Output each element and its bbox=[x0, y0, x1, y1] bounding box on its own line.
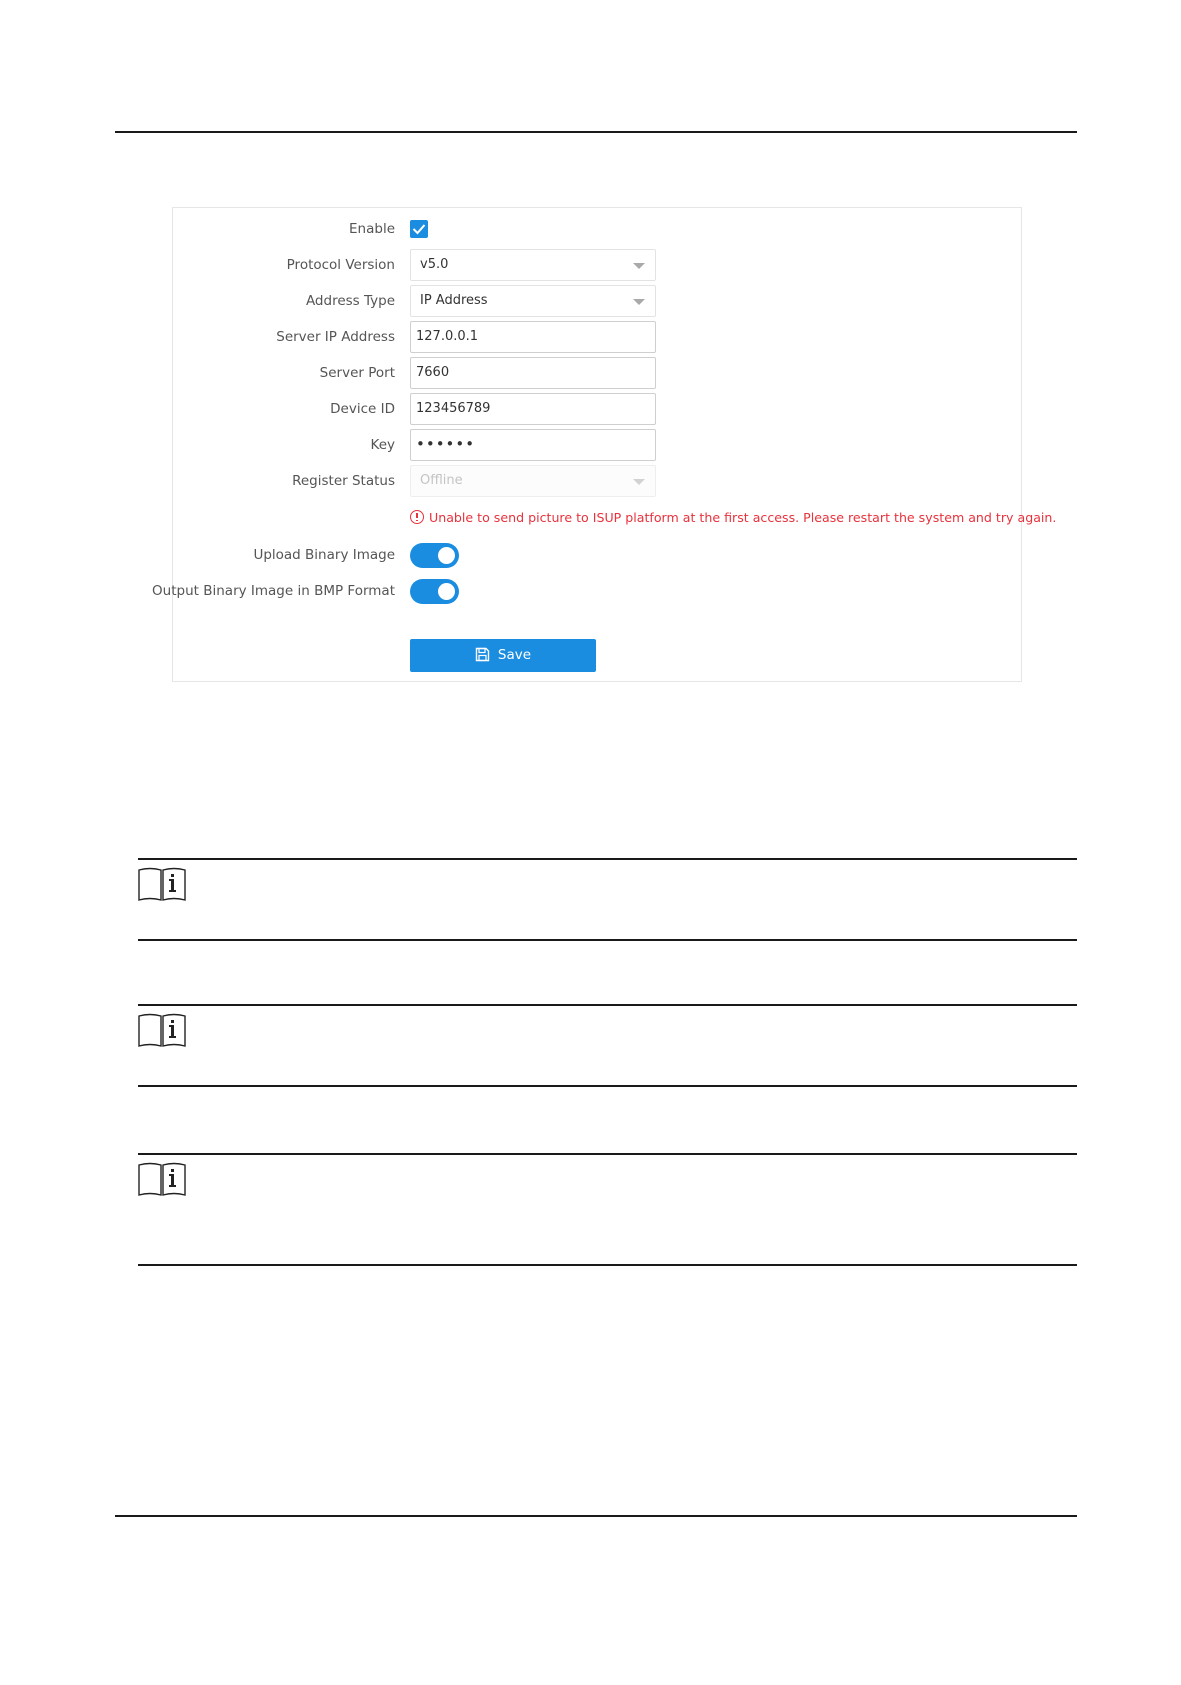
server-ip-input[interactable]: 127.0.0.1 bbox=[410, 321, 656, 353]
output-bmp-row bbox=[152, 574, 1021, 608]
device-id-row bbox=[173, 392, 1021, 426]
save-button[interactable] bbox=[410, 639, 596, 672]
toggle-knob bbox=[438, 547, 455, 564]
upload-binary-image-label: Upload Binary Image bbox=[253, 547, 395, 563]
footer-rule bbox=[115, 1515, 1077, 1517]
warning-message bbox=[410, 501, 1056, 535]
register-status-row bbox=[173, 464, 1021, 498]
server-ip-row bbox=[173, 320, 1021, 354]
register-status-label: Register Status bbox=[292, 473, 395, 489]
upload-binary-image-toggle[interactable] bbox=[410, 543, 459, 568]
note-box-3 bbox=[138, 1153, 1077, 1266]
save-button-label: Save bbox=[497, 647, 532, 663]
address-type-label: Address Type bbox=[305, 293, 395, 309]
address-type-select[interactable] bbox=[410, 285, 656, 317]
protocol-version-select[interactable] bbox=[410, 249, 656, 281]
server-ip-label: Server IP Address bbox=[276, 329, 395, 345]
address-type-row bbox=[173, 284, 1021, 318]
warning-text: Unable to send picture to ISUP platform at the first access. Please restart the system and try again. bbox=[429, 510, 1057, 525]
chevron-down-icon bbox=[633, 479, 645, 485]
key-row bbox=[173, 428, 1021, 462]
register-status-select bbox=[410, 465, 656, 497]
server-port-label: Server Port bbox=[319, 365, 395, 381]
note-book-icon bbox=[138, 1161, 186, 1197]
enable-row bbox=[173, 212, 1021, 246]
output-bmp-toggle[interactable] bbox=[410, 579, 459, 604]
enable-checkbox[interactable] bbox=[410, 220, 428, 238]
protocol-version-label: Protocol Version bbox=[286, 257, 395, 273]
note-box-1 bbox=[138, 858, 1077, 941]
note-book-icon bbox=[138, 866, 186, 902]
header-rule bbox=[115, 131, 1077, 133]
checkmark-icon bbox=[412, 223, 426, 235]
protocol-version-row bbox=[173, 248, 1021, 282]
address-type-value: IP Address bbox=[420, 293, 488, 308]
note-book-icon bbox=[138, 1012, 186, 1048]
device-id-label: Device ID bbox=[330, 401, 395, 417]
upload-binary-image-row bbox=[173, 538, 1021, 572]
warning-info-icon bbox=[410, 510, 424, 524]
output-bmp-label: Output Binary Image in BMP Format bbox=[152, 583, 395, 599]
server-port-input[interactable]: 7660 bbox=[410, 357, 656, 389]
key-password-input[interactable]: •••••• bbox=[410, 429, 656, 461]
register-status-value: Offline bbox=[420, 473, 463, 488]
warning-row bbox=[173, 501, 1057, 535]
key-label: Key bbox=[370, 437, 395, 453]
enable-label: Enable bbox=[349, 221, 395, 237]
protocol-version-value: v5.0 bbox=[420, 257, 449, 272]
device-id-input[interactable]: 123456789 bbox=[410, 393, 656, 425]
chevron-down-icon bbox=[633, 263, 645, 269]
toggle-knob bbox=[438, 583, 455, 600]
note-box-2 bbox=[138, 1004, 1077, 1087]
chevron-down-icon bbox=[633, 299, 645, 305]
save-disk-icon bbox=[475, 647, 490, 662]
server-port-row bbox=[173, 356, 1021, 390]
isup-settings-panel bbox=[152, 207, 1057, 682]
